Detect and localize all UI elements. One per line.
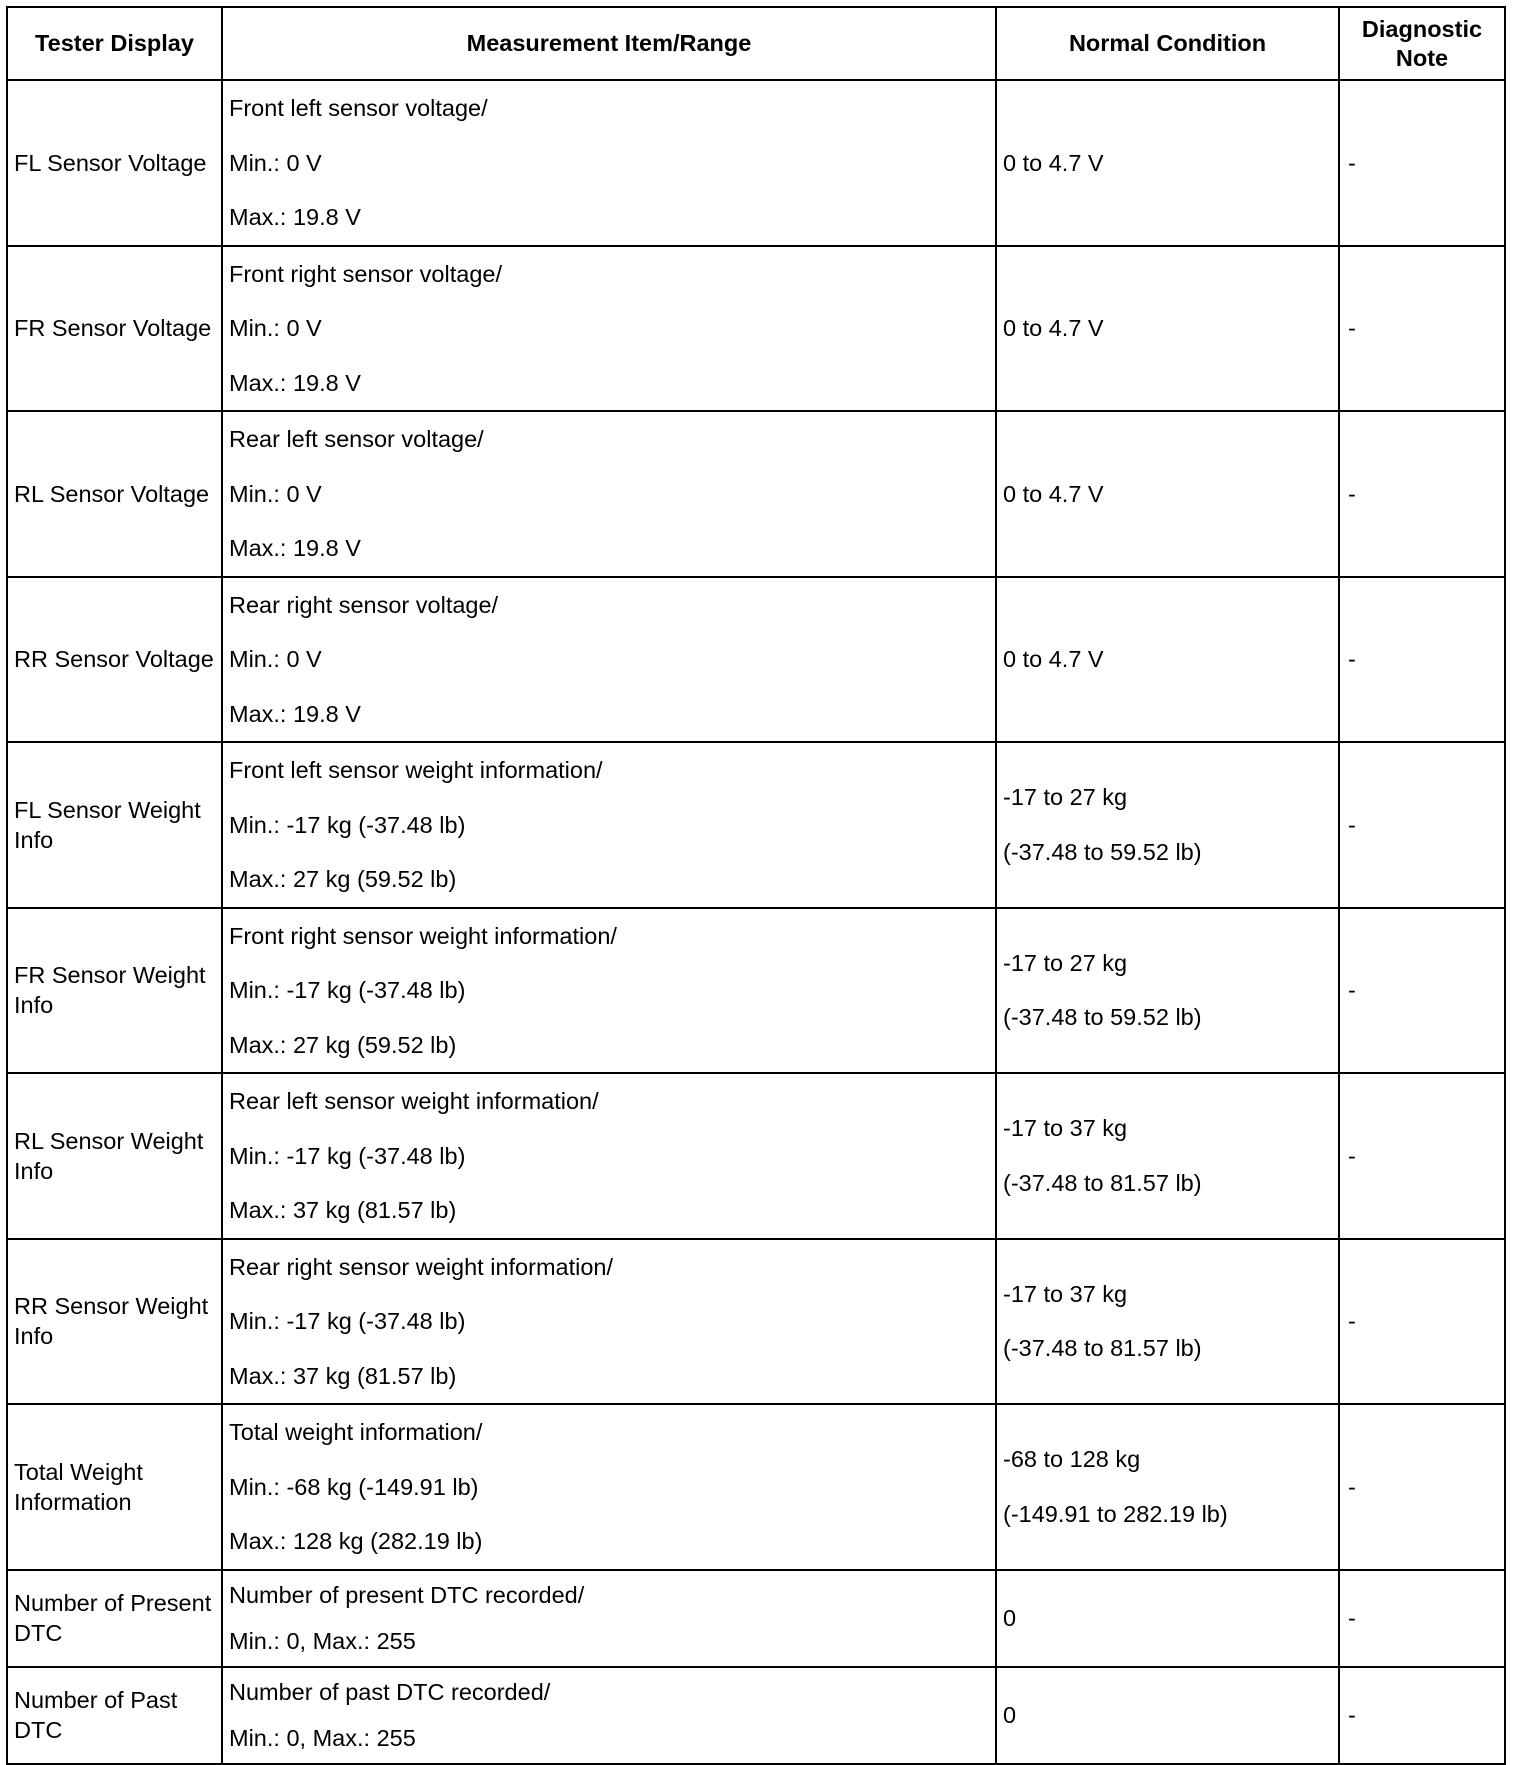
diagnostic-note-cell: - xyxy=(1339,1404,1505,1570)
table-row xyxy=(7,1073,1505,1239)
diagnostic-note-cell: - xyxy=(1339,1239,1505,1405)
measurement-line: Min.: 0, Max.: 255 xyxy=(229,1725,416,1751)
normal-condition-cell xyxy=(996,246,1339,412)
normal-condition-line: (-37.48 to 59.52 lb) xyxy=(1003,1004,1202,1031)
measurement-line: Min.: -17 kg (-37.48 lb) xyxy=(229,1308,466,1334)
table-row xyxy=(7,908,1505,1074)
tester-display-cell: FL Sensor Weight Info xyxy=(7,742,222,908)
normal-condition-line: (-37.48 to 81.57 lb) xyxy=(1003,1335,1202,1362)
measurement-cell xyxy=(222,742,996,908)
tester-display-cell: FR Sensor Voltage xyxy=(7,246,222,412)
measurement-line: Min.: 0, Max.: 255 xyxy=(229,1628,416,1654)
measurement-line: Max.: 37 kg (81.57 lb) xyxy=(229,1197,457,1223)
normal-condition-line: (-37.48 to 59.52 lb) xyxy=(1003,838,1202,865)
measurement-line: Min.: -68 kg (-149.91 lb) xyxy=(229,1473,479,1500)
measurement-line: Max.: 19.8 V xyxy=(229,535,361,561)
measurement-cell xyxy=(222,411,996,577)
measurement-line: Min.: 0 V xyxy=(229,646,322,672)
measurement-cell xyxy=(222,1073,996,1239)
normal-condition-cell xyxy=(996,80,1339,246)
measurement-line: Max.: 27 kg (59.52 lb) xyxy=(229,1031,457,1058)
diagnostic-note-cell: - xyxy=(1339,1073,1505,1239)
measurement-line: Front left sensor weight information/ xyxy=(229,757,603,783)
measurement-line: Rear right sensor voltage/ xyxy=(229,591,499,618)
normal-condition-cell xyxy=(996,742,1339,908)
diagnostic-note-cell: - xyxy=(1339,1667,1505,1764)
measurement-line: Min.: -17 kg (-37.48 lb) xyxy=(229,1142,466,1169)
table-body xyxy=(7,80,1505,1764)
normal-condition-line: 0 to 4.7 V xyxy=(1003,315,1104,341)
table-row xyxy=(7,1239,1505,1405)
normal-condition-line: -17 to 37 kg xyxy=(1003,1280,1128,1307)
measurement-line: Total weight information/ xyxy=(229,1419,483,1445)
normal-condition-line: 0 xyxy=(1003,1701,1017,1728)
measurement-line: Min.: -17 kg (-37.48 lb) xyxy=(229,811,466,838)
diagnostic-note-cell: - xyxy=(1339,246,1505,412)
normal-condition-line: (-37.48 to 81.57 lb) xyxy=(1003,1169,1202,1196)
table-row xyxy=(7,742,1505,908)
table-row xyxy=(7,1667,1505,1764)
normal-condition-cell xyxy=(996,908,1339,1074)
header-row xyxy=(7,7,1505,80)
normal-condition-line: -68 to 128 kg xyxy=(1003,1446,1141,1473)
normal-condition-cell xyxy=(996,577,1339,743)
diagnostic-note-cell: - xyxy=(1339,742,1505,908)
tester-display-cell: RL Sensor Voltage xyxy=(7,411,222,577)
measurement-cell xyxy=(222,1667,996,1764)
measurement-line: Rear right sensor weight information/ xyxy=(229,1253,614,1280)
diagnostic-note-cell: - xyxy=(1339,411,1505,577)
table-row xyxy=(7,411,1505,577)
table-row xyxy=(7,80,1505,246)
tester-display-cell: RL Sensor Weight Info xyxy=(7,1073,222,1239)
measurement-cell xyxy=(222,80,996,246)
measurement-line: Rear left sensor voltage/ xyxy=(229,426,484,452)
table-row xyxy=(7,1404,1505,1570)
diagnostic-note-cell: - xyxy=(1339,1570,1505,1667)
tester-display-cell: Total Weight Information xyxy=(7,1404,222,1570)
measurement-cell xyxy=(222,908,996,1074)
normal-condition-line: 0 xyxy=(1003,1604,1017,1631)
measurement-cell xyxy=(222,1239,996,1405)
normal-condition-line: 0 to 4.7 V xyxy=(1003,646,1104,672)
tester-display-cell: RR Sensor Voltage xyxy=(7,577,222,743)
header-tester-display: Tester Display xyxy=(7,7,222,80)
normal-condition-cell xyxy=(996,1667,1339,1764)
normal-condition-line: 0 to 4.7 V xyxy=(1003,149,1104,176)
diagnostic-note-cell: - xyxy=(1339,80,1505,246)
measurement-line: Max.: 19.8 V xyxy=(229,204,361,230)
measurement-line: Max.: 19.8 V xyxy=(229,369,361,396)
measurement-line: Max.: 37 kg (81.57 lb) xyxy=(229,1362,457,1389)
tester-display-cell: FL Sensor Voltage xyxy=(7,80,222,246)
measurement-line: Rear left sensor weight information/ xyxy=(229,1088,599,1114)
normal-condition-cell xyxy=(996,1404,1339,1570)
measurement-line: Max.: 27 kg (59.52 lb) xyxy=(229,866,457,892)
table-row xyxy=(7,577,1505,743)
normal-condition-line: -17 to 27 kg xyxy=(1003,784,1128,811)
normal-condition-cell xyxy=(996,1239,1339,1405)
measurement-line: Number of present DTC recorded/ xyxy=(229,1582,585,1608)
normal-condition-line: 0 to 4.7 V xyxy=(1003,480,1104,507)
tester-display-cell: Number of Present DTC xyxy=(7,1570,222,1667)
measurement-line: Number of past DTC recorded/ xyxy=(229,1679,551,1705)
header-diagnostic-note: Diagnostic Note xyxy=(1339,7,1505,80)
normal-condition-line: -17 to 27 kg xyxy=(1003,949,1128,976)
table-row xyxy=(7,246,1505,412)
measurement-line: Min.: 0 V xyxy=(229,480,322,507)
measurement-line: Max.: 128 kg (282.19 lb) xyxy=(229,1528,483,1554)
measurement-line: Min.: 0 V xyxy=(229,315,322,341)
measurement-line: Max.: 19.8 V xyxy=(229,700,361,727)
normal-condition-line: -17 to 37 kg xyxy=(1003,1115,1128,1142)
measurement-line: Front right sensor voltage/ xyxy=(229,260,502,287)
tester-display-cell: RR Sensor Weight Info xyxy=(7,1239,222,1405)
measurement-cell xyxy=(222,1404,996,1570)
tester-display-cell: FR Sensor Weight Info xyxy=(7,908,222,1074)
header-normal-condition: Normal Condition xyxy=(996,7,1339,80)
diagnostic-note-cell: - xyxy=(1339,577,1505,743)
measurement-line: Front left sensor voltage/ xyxy=(229,95,488,121)
measurement-cell xyxy=(222,246,996,412)
tester-display-cell: Number of Past DTC xyxy=(7,1667,222,1764)
measurement-cell xyxy=(222,577,996,743)
normal-condition-cell xyxy=(996,411,1339,577)
measurement-line: Front right sensor weight information/ xyxy=(229,922,617,949)
header-measurement-item: Measurement Item/Range xyxy=(222,7,996,80)
measurement-table xyxy=(6,6,1506,1765)
normal-condition-line: (-149.91 to 282.19 lb) xyxy=(1003,1500,1228,1527)
diagnostic-note-cell: - xyxy=(1339,908,1505,1074)
measurement-line: Min.: -17 kg (-37.48 lb) xyxy=(229,977,466,1003)
normal-condition-cell xyxy=(996,1073,1339,1239)
measurement-line: Min.: 0 V xyxy=(229,149,322,176)
